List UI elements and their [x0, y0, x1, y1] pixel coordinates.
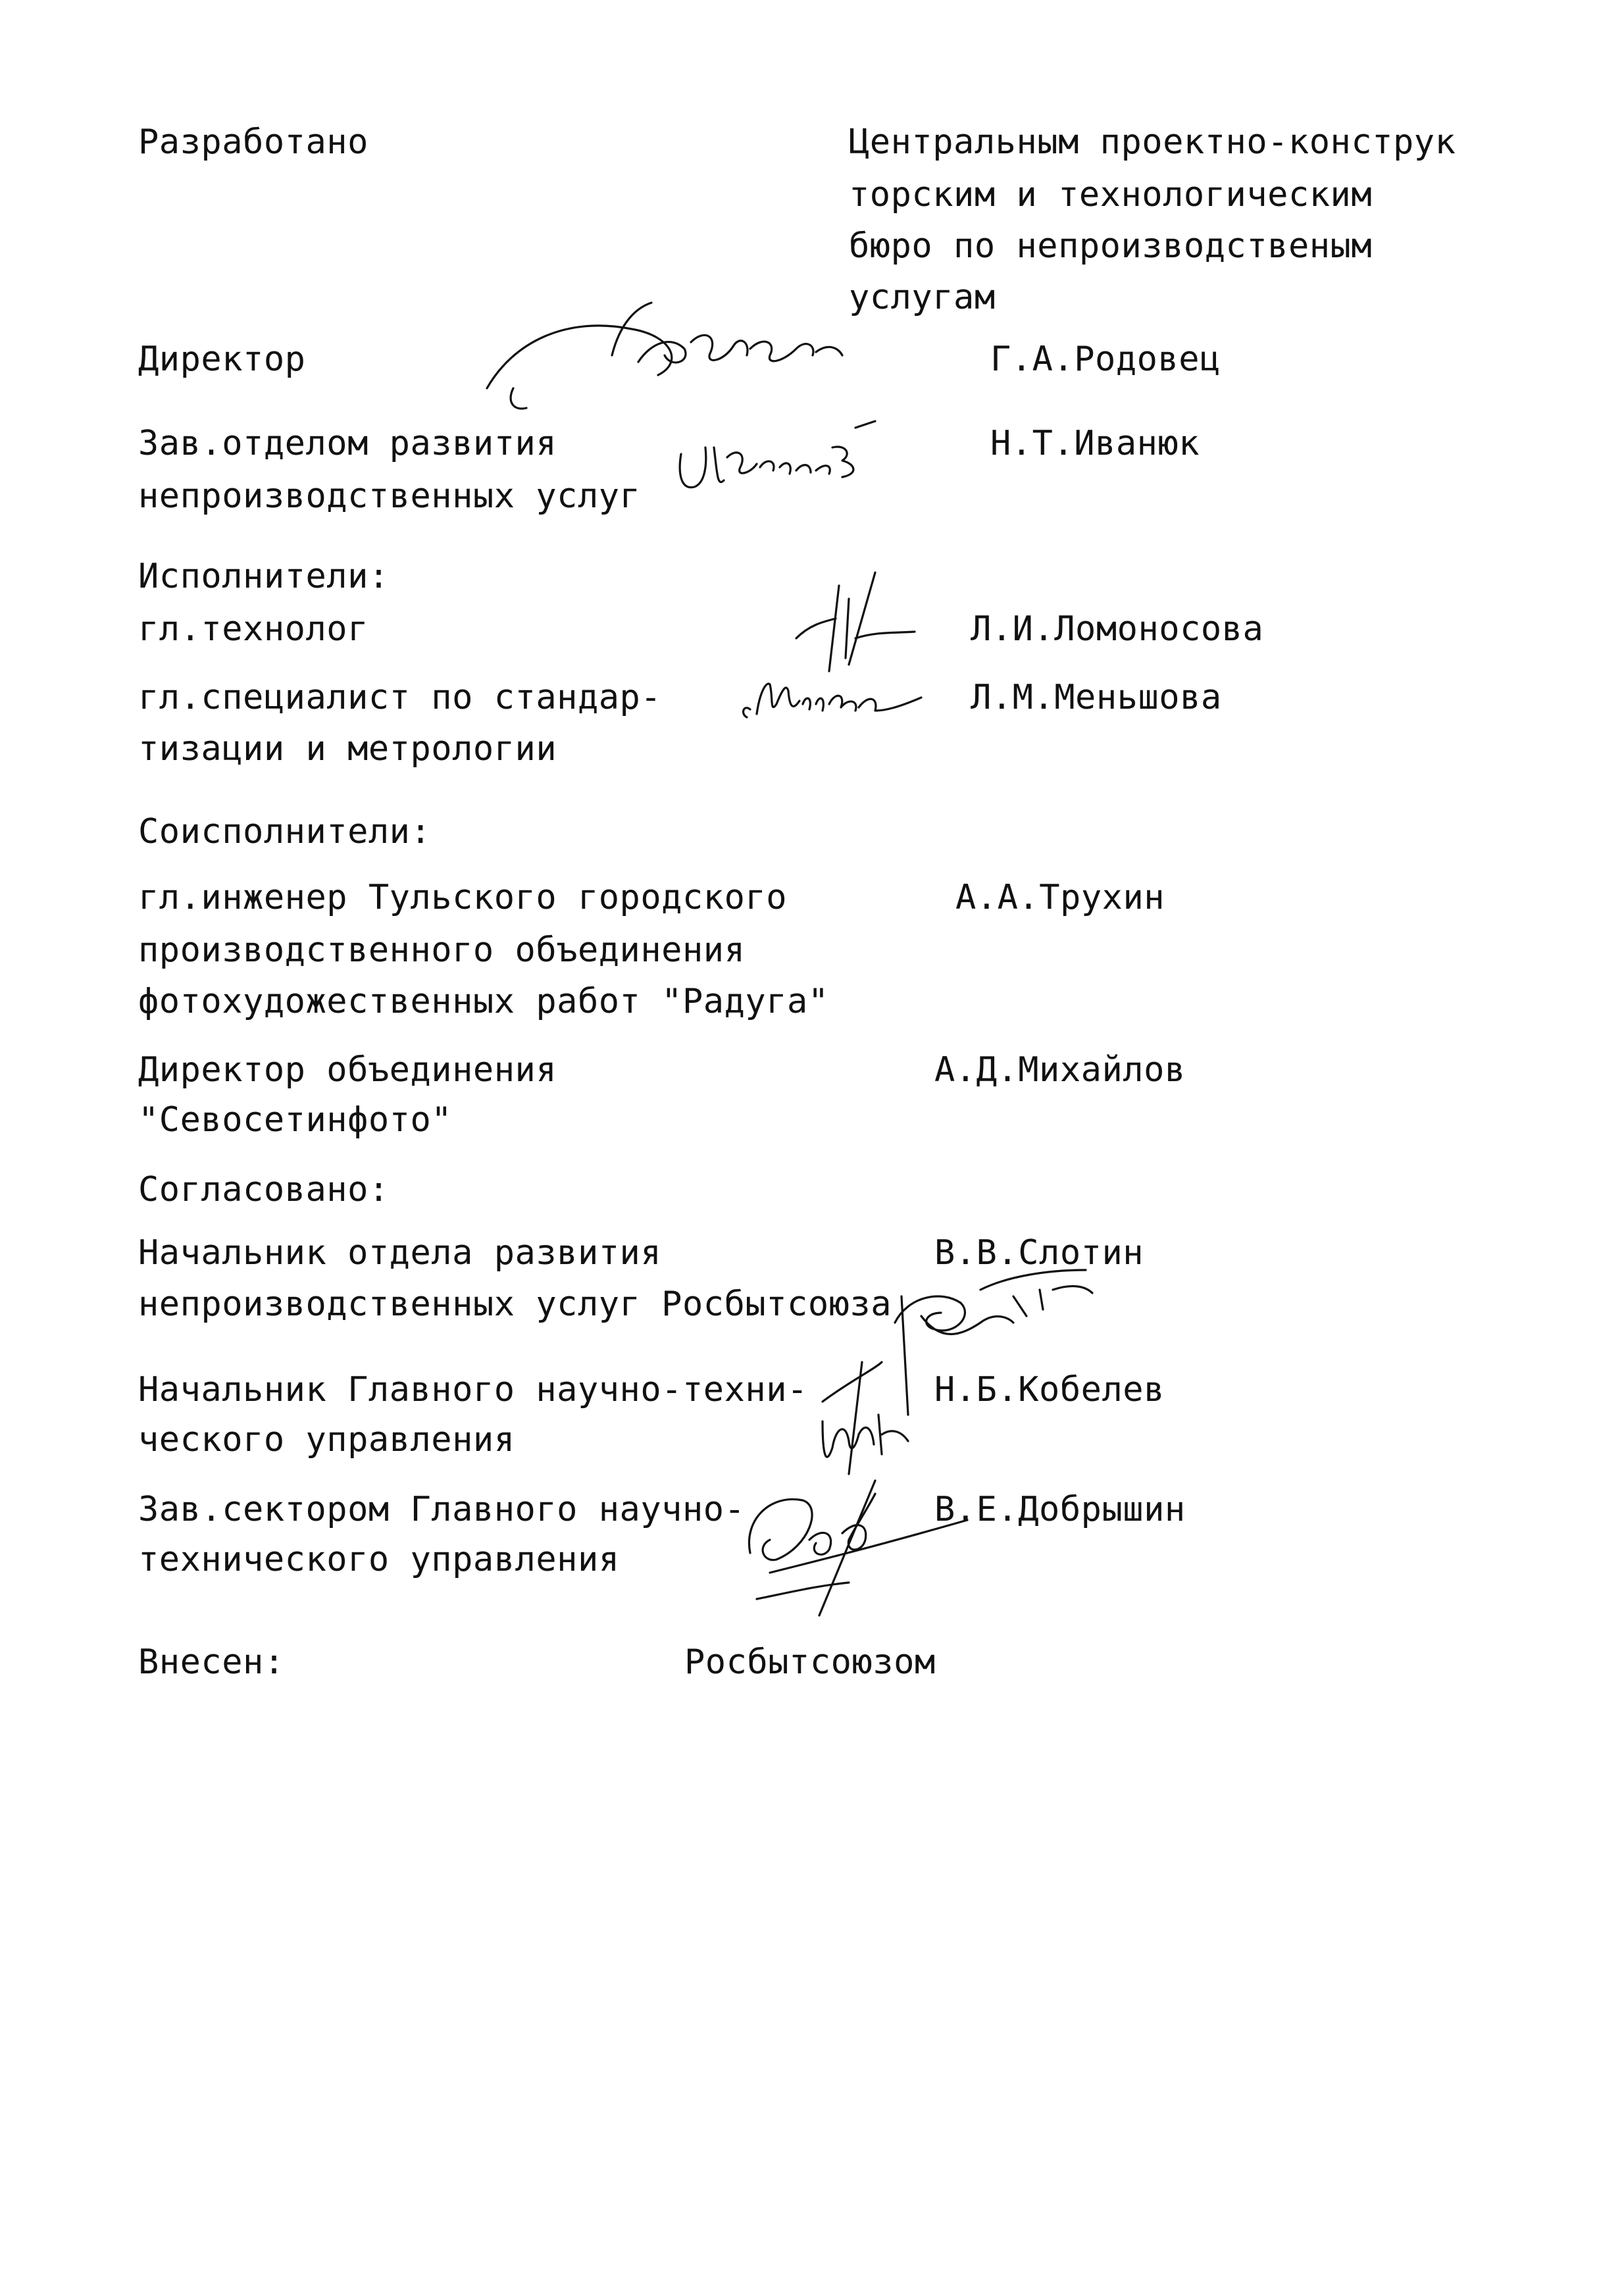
developer-line-4: услугам: [849, 278, 996, 317]
association-director-role-line-1: Директор объединения: [138, 1050, 557, 1090]
engineer-name: А.А.Трухин: [955, 878, 1165, 917]
head-main-role-line-1: Начальник Главного научно-техни-: [138, 1370, 808, 1410]
head-dev-role-line-1: Начальник отдела развития: [138, 1233, 662, 1273]
engineer-role-line-2: производственного объединения: [138, 930, 746, 970]
dept-head-signature-icon: [665, 408, 888, 507]
specialist-role-line-1: гл.специалист по стандар-: [138, 678, 662, 717]
director-name: Г.А.Родовец: [990, 340, 1221, 379]
co-executors-heading: Соисполнители:: [138, 812, 432, 851]
sector-head-name: В.Е.Добрышин: [934, 1490, 1186, 1529]
submitted-label: Внесен:: [138, 1642, 285, 1682]
approved-heading: Согласовано:: [138, 1170, 390, 1209]
dept-head-name: Н.Т.Иванюк: [990, 424, 1200, 463]
specialist-name: Л.М.Меньшова: [971, 678, 1222, 717]
sector-head-role-line-2: технического управления: [138, 1540, 620, 1579]
specialist-role-line-2: тизации и метрологии: [138, 729, 557, 769]
director-role: Директор: [138, 340, 306, 379]
engineer-role-line-3: фотохудожественных работ "Радуга": [138, 982, 829, 1021]
dept-head-role-line-1: Зав.отделом развития: [138, 424, 557, 463]
director-signature-icon: [474, 290, 895, 421]
technologist-name: Л.И.Ломоносова: [971, 609, 1264, 649]
association-director-role-line-2: "Севосетинфото": [138, 1100, 453, 1140]
developer-line-2: торским и технологическим: [849, 175, 1373, 215]
sector-head-role-line-1: Зав.сектором Главного научно-: [138, 1490, 746, 1529]
developer-line-3: бюро по непроизводственым: [849, 226, 1373, 266]
submitted-by: Росбытсоюзом: [684, 1642, 936, 1682]
sector-head-signature-icon: [711, 1467, 987, 1619]
head-main-role-line-2: ческого управления: [138, 1420, 515, 1460]
dept-head-role-line-2: непроизводственных услуг: [138, 476, 641, 516]
head-main-signature-icon: [809, 1349, 941, 1481]
specialist-signature-icon: [737, 658, 934, 737]
head-dev-name: В.В.Слотин: [934, 1233, 1144, 1273]
head-dev-role-line-2: непроизводственных услуг Росбытсоюза: [138, 1284, 892, 1324]
technologist-role: гл.технолог: [138, 609, 368, 649]
engineer-role-line-1: гл.инженер Тульского городского: [138, 878, 788, 917]
head-main-name: Н.Б.Кобелев: [934, 1370, 1165, 1410]
executors-heading: Исполнители:: [138, 557, 390, 596]
developer-line-1: Центральным проектно-конструк: [849, 122, 1456, 162]
association-director-name: А.Д.Михайлов: [934, 1050, 1186, 1090]
developed-label: Разработано: [138, 122, 368, 162]
